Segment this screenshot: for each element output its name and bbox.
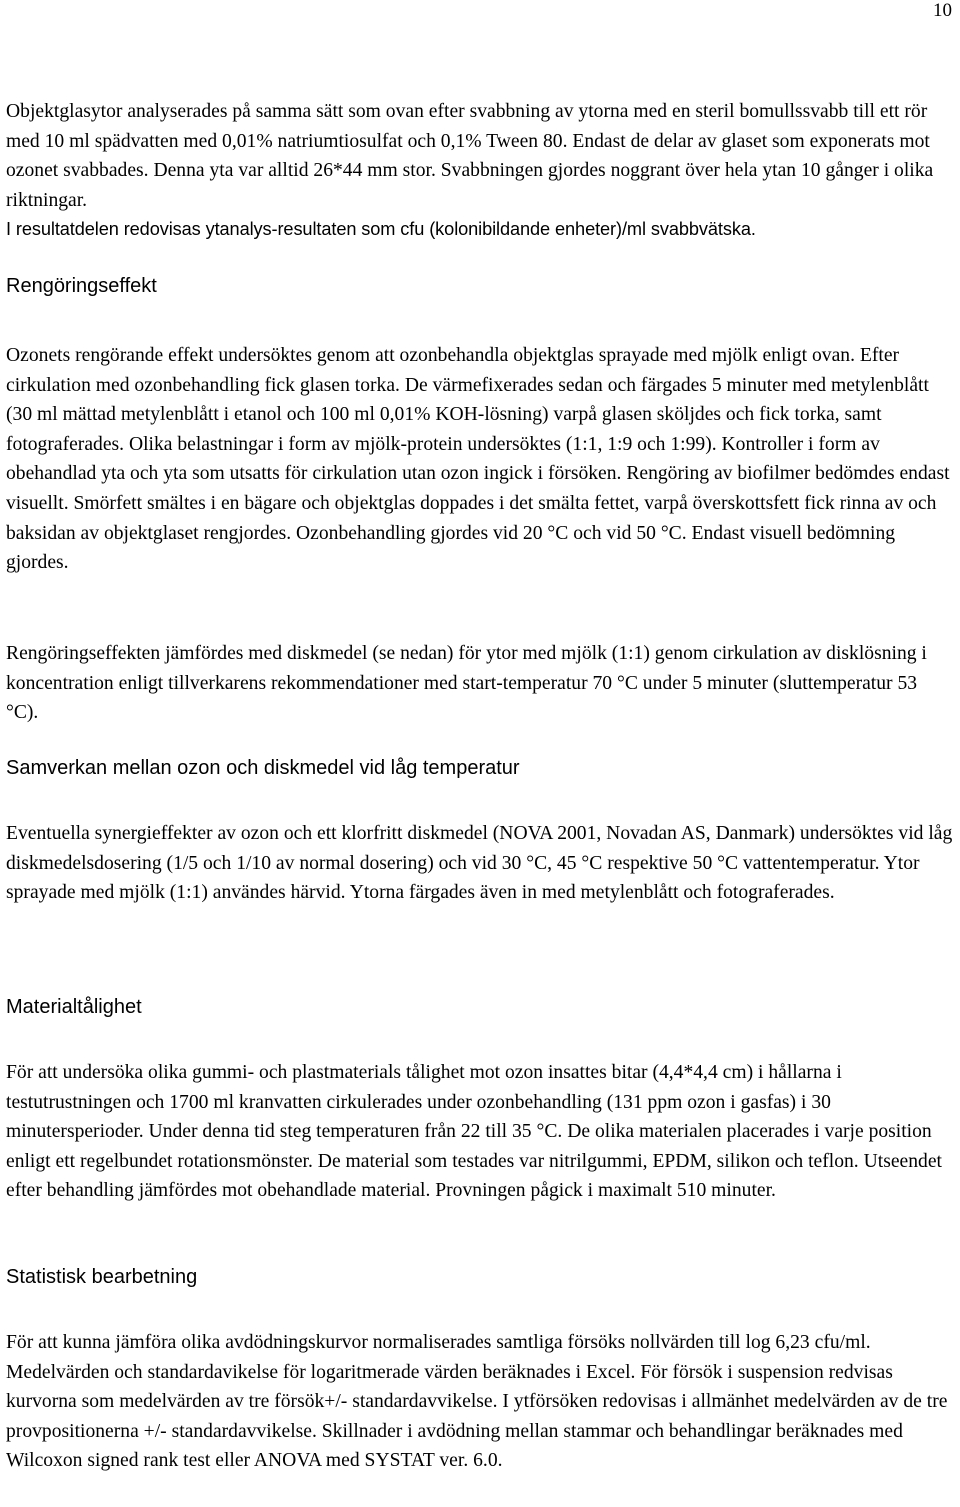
samverkan-paragraph: Eventuella synergieffekter av ozon och ett klorfritt diskmedel (NOVA 2001, Novadan AS, Danmark) undersöktes vid låg diskmedelsdosering (1/5 och 1/10 av normal dosering) och vid 30 °C, 45 °C respektive 50 °C vattentemperatur. Ytor sprayade med mjölk (1:1) användes härvid. Ytorna färgades även in med metylenblått och fotograferades. (6, 823, 953, 904)
heading-statistisk-bearbetning: Statistisk bearbetning (6, 1266, 198, 1288)
material-paragraph: För att undersöka olika gummi- och plastmaterials tålighet mot ozon insattes bitar (4,4*4,4 cm) i hållarna i testutrustningen och 1700 ml kranvatten cirkulerades under ozonbehandling (131 ppm ozon i gasfas) i 30 minutersperioder. Under denna tid steg temperaturen från 22 till 35 °C. De olika materialen placerades i varje position enligt ett regelbundet rotationsmönster. De material som testades var nitrilgummi, EPDM, silikon och teflon. Utseendet efter behandling jämfördes mot obehandlade material. Provningen pågick i maximalt 510 minuter. (6, 1062, 942, 1202)
rengoring-paragraph-1: Ozonets rengörande effekt undersöktes genom att ozonbehandla objektglas sprayade med mjölk enligt ovan. Efter cirkulation med ozonbehandling fick glasen torka. De värmefixerades sedan och färgades 5 minuter med metylenblått (30 ml mättad metylenblått i etanol och 100 ml 0,01% KOH-lösning) varpå glasen sköljdes och fick torka, samt fotograferades. Olika belastningar i form av mjölk-protein undersöktes (1:1, 1:9 och 1:99). Kontroller i form av obehandlad yta och yta som utsatts för cirkulation utan ozon ingick i försöken. Rengöring av biofilmer bedömdes endast visuellt. Smörfett smältes i en bägare och objektglas doppades i det smälta fettet, varpå överskottsfett fick rinna av och baksidan av objektglaset rengjordes. Ozonbehandling gjordes vid 20 °C och vid 50 °C. Endast visuell bedömning gjordes. (6, 345, 950, 574)
intro-text-sans: I resultatdelen redovisas ytanalys-resultaten som cfu (kolonibildande enheter)/ml svabbvätska. (6, 219, 756, 240)
heading-rengoringseffekt: Rengöringseffekt (6, 275, 157, 297)
intro-paragraph (6, 97, 954, 245)
intro-text-serif: Objektglasytor analyserades på samma sätt som ovan efter svabbning av ytorna med en steril bomullssvabb till ett rör med 10 ml spädvatten med 0,01% natriumtiosulfat och 0,1% Tween 80. Endast de delar av glaset som exponerats mot ozonet svabbades. Denna yta var alltid 26*44 mm stor. Svabbningen gjordes noggrant över hela ytan 10 gånger i olika riktningar. (6, 101, 934, 211)
heading-samverkan: Samverkan mellan ozon och diskmedel vid låg temperatur (6, 757, 520, 779)
heading-materialtalighet: Materialtålighet (6, 996, 142, 1018)
rengoring-paragraph-2: Rengöringseffekten jämfördes med diskmedel (se nedan) för ytor med mjölk (1:1) genom cirkulation av disklösning i koncentration enligt tillverkarens rekommendationer med start-temperatur 70 °C under 5 minuter (sluttemperatur 53 °C). (6, 643, 927, 724)
page-number: 10 (933, 0, 952, 21)
statistik-paragraph: För att kunna jämföra olika avdödningskurvor normaliserades samtliga försöks nollvärden till log 6,23 cfu/ml. Medelvärden och standardavikelse för logaritmerade värden beräknades i Excel. För försök i suspension redvisas kurvorna som medelvärden av tre försök+/- standardavvikelse. I ytförsöken redovisas i allmänhet medelvärden av de tre provpositionerna +/- standardavvikelse. Skillnader i avdödning mellan stammar och behandlingar beräknades med Wilcoxon signed rank test eller ANOVA med SYSTAT ver. 6.0. (6, 1332, 948, 1472)
